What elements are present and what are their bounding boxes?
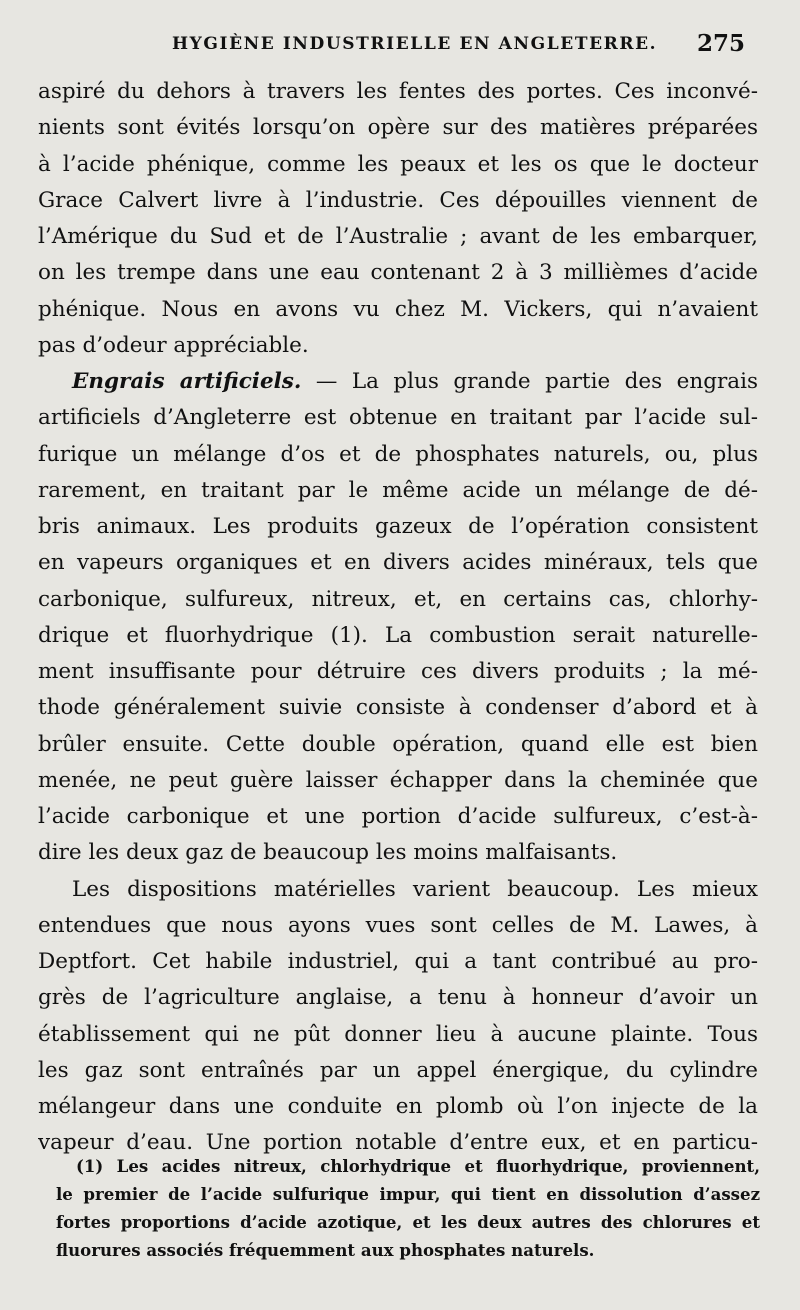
- body-line: Les dispositions matérielles varient beaucoup. Les mieux: [72, 876, 758, 902]
- body-line: artificiels d’Angleterre est obtenue en traitant par l’acide sul-: [38, 405, 758, 431]
- footnote-line: le premier de l’acide sulfurique impur, qui tient en dissolution d’assez: [56, 1184, 760, 1204]
- page-number: 275: [697, 30, 746, 57]
- body-line: nients sont évités lorsqu’on opère sur des matières préparées: [38, 115, 758, 141]
- body-line: vapeur d’eau. Une portion notable d’entre eux, et en particu-: [38, 1130, 758, 1156]
- body-text: [38, 74, 758, 1162]
- body-line: brûler ensuite. Cette double opération, quand elle est bien: [38, 731, 758, 757]
- body-line: dire les deux gaz de beaucoup les moins malfaisants.: [38, 840, 618, 866]
- section-heading: Engrais artificiels.: [72, 369, 302, 394]
- body-line: drique et fluorhydrique (1). La combustion serait naturelle-: [38, 622, 758, 648]
- body-line: mélangeur dans une conduite en plomb où l’on injecte de la: [38, 1094, 758, 1119]
- body-line: établissement qui ne pût donner lieu à aucune plainte. Tous: [38, 1021, 758, 1047]
- body-line: aspiré du dehors à travers les fentes des portes. Ces inconvé-: [38, 79, 758, 104]
- section-first-line: [38, 364, 758, 400]
- body-line: on les trempe dans une eau contenant 2 à 3 millièmes d’acide: [38, 260, 758, 286]
- body-line: l’acide carbonique et une portion d’acide sulfureux, c’est-à-: [38, 804, 758, 829]
- footnote-line: fluorures associés fréquemment aux phosphates naturels.: [56, 1240, 595, 1260]
- body-line: entendues que nous ayons vues sont celles de M. Lawes, à: [38, 912, 758, 938]
- body-line: en vapeurs organiques et en divers acides minéraux, tels que: [38, 550, 758, 576]
- footnotes: [56, 1152, 760, 1264]
- body-line: ment insuffisante pour détruire ces divers produits ; la mé-: [38, 659, 758, 684]
- running-title: HYGIÈNE INDUSTRIELLE EN ANGLETERRE.: [172, 34, 658, 54]
- body-line: les gaz sont entraînés par un appel énergique, du cylindre: [38, 1057, 758, 1083]
- body-line: furique un mélange d’os et de phosphates naturels, ou, plus: [38, 441, 758, 467]
- body-line: thode généralement suivie consiste à condenser d’abord et à: [38, 695, 758, 721]
- body-line: grès de l’agriculture anglaise, a tenu à honneur d’avoir un: [38, 985, 758, 1011]
- body-line: rarement, en traitant par le même acide un mélange de dé-: [38, 477, 758, 503]
- body-line: à l’acide phénique, comme les peaux et les os que le docteur: [38, 151, 758, 177]
- footnote-line: fortes proportions d’acide azotique, et les deux autres des chlorures et: [56, 1212, 760, 1232]
- running-head: [0, 30, 800, 64]
- body-line: bris animaux. Les produits gazeux de l’opération consistent: [38, 514, 758, 539]
- footnote-line: (1) Les acides nitreux, chlorhydrique et fluorhydrique, proviennent,: [76, 1156, 760, 1176]
- body-line: menée, ne peut guère laisser échapper dans la cheminée que: [38, 767, 758, 793]
- body-line: phénique. Nous en avons vu chez M. Vickers, qui n’avaient: [38, 296, 758, 322]
- body-line: Grace Calvert livre à l’industrie. Ces dépouilles viennent de: [38, 187, 758, 213]
- body-line: carbonique, sulfureux, nitreux, et, en certains cas, chlorhy-: [38, 586, 758, 612]
- body-line: pas d’odeur appréciable.: [38, 332, 309, 358]
- body-line: Deptfort. Cet habile industriel, qui a tant contribué au pro-: [38, 949, 758, 974]
- body-line-text: — La plus grande partie des engrais: [315, 369, 758, 394]
- body-line: l’Amérique du Sud et de l’Australie ; avant de les embarquer,: [38, 224, 758, 249]
